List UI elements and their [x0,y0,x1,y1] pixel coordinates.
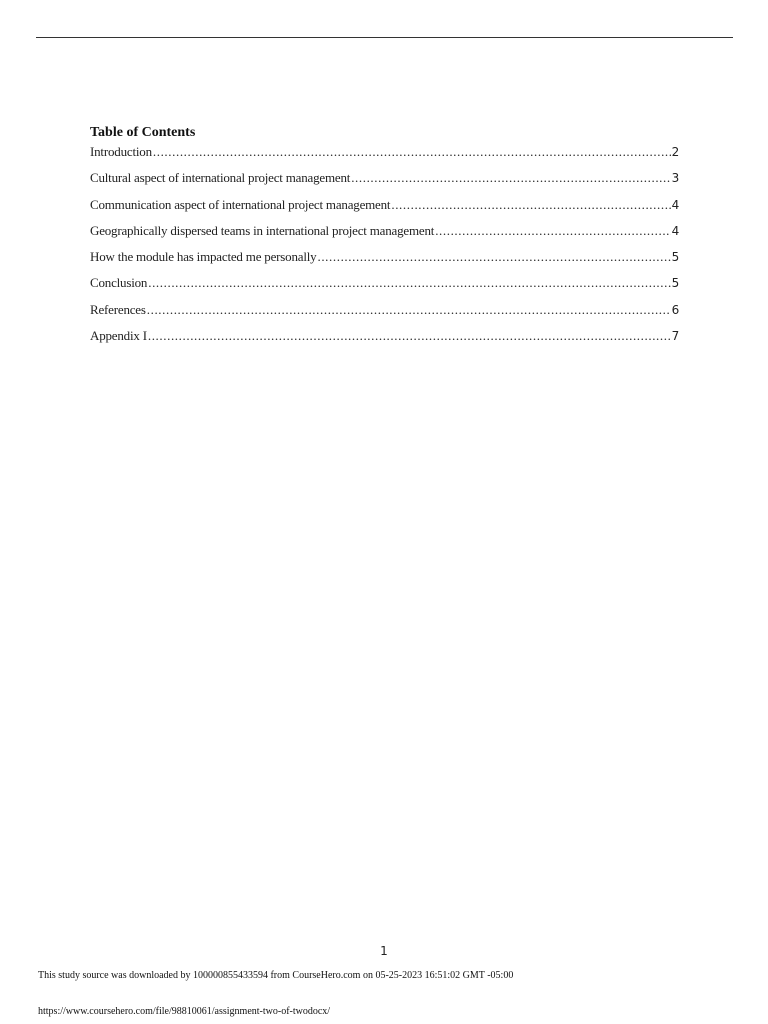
toc-entry-label: Conclusion [90,275,148,291]
toc-dot-leader [435,223,670,239]
toc-entry-page: 5 [671,250,679,265]
page-number: 1 [380,944,388,958]
toc-entry-page: 7 [671,329,679,344]
toc-entry-communication-aspect[interactable] [90,197,679,223]
source-url[interactable]: https://www.coursehero.com/file/98810061/assignment-two-of-twodocx/ [38,1006,331,1017]
toc-entry-introduction[interactable] [90,144,679,170]
toc-entry-label: References [90,301,146,317]
toc-list [90,144,679,354]
toc-entry-label: Cultural aspect of international project management [90,170,351,186]
toc-entry-page: 2 [671,145,679,159]
toc-entry-page: 4 [671,197,679,212]
toc-entry-page: 5 [671,276,679,291]
header-rule [36,37,733,38]
toc-entry-label: How the module has impacted me personally [90,249,317,265]
toc-entry-label: Introduction [90,144,152,159]
toc-entry-page: 3 [671,171,679,186]
toc-entry-page: 6 [671,302,679,317]
toc-entry-cultural-aspect[interactable] [90,170,679,196]
toc-entry-dispersed-teams[interactable] [90,223,679,249]
toc-dot-leader [317,249,670,265]
toc-dot-leader [148,328,671,344]
toc-entry-label: Appendix I [90,328,147,344]
toc-dot-leader [147,302,671,318]
toc-entry-references[interactable] [90,302,679,328]
table-of-contents [90,124,679,354]
toc-dot-leader [153,144,671,160]
toc-dot-leader [148,275,670,291]
toc-title: Table of Contents [90,125,196,140]
toc-entry-label: Geographically dispersed teams in international project management [90,222,435,238]
toc-dot-leader [391,197,670,213]
toc-entry-conclusion[interactable] [90,275,679,301]
download-source-note: This study source was downloaded by 100000855433594 from CourseHero.com on 05-25-2023 16:51:02 GMT -05:00 [38,970,514,981]
toc-entry-page: 4 [671,223,679,238]
toc-entry-appendix[interactable] [90,328,679,354]
toc-entry-label: Communication aspect of international project management [90,196,391,212]
toc-dot-leader [351,170,670,186]
toc-entry-personal-impact[interactable] [90,249,679,275]
